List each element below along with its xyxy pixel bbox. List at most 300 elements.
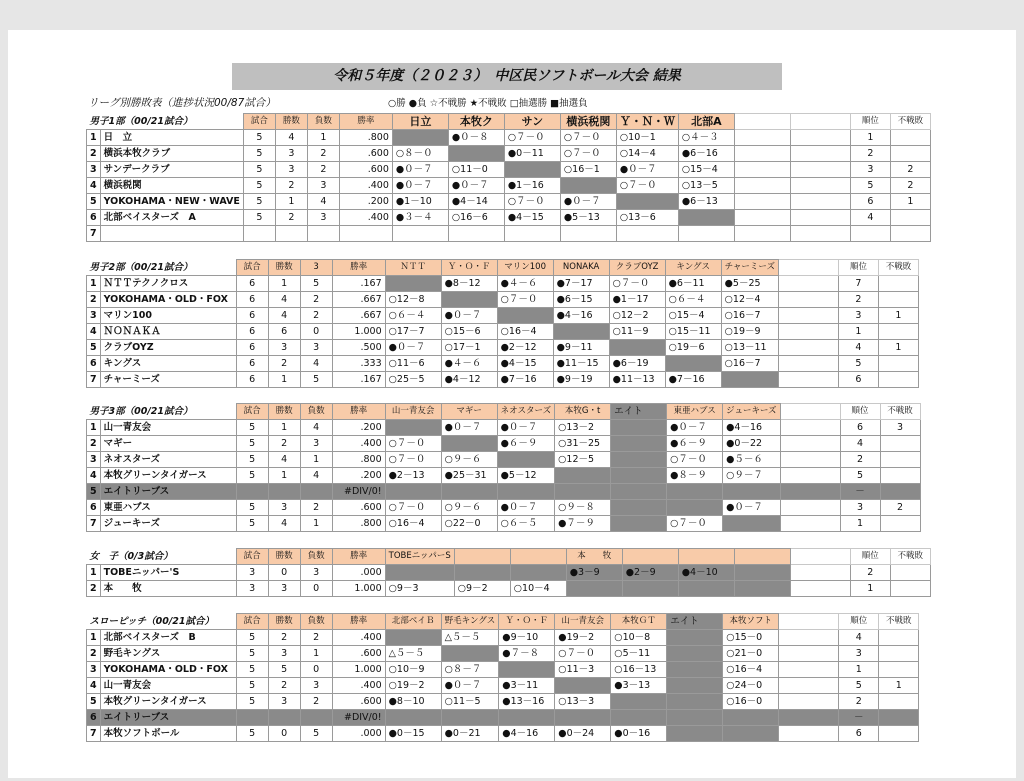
team-number: 7: [87, 372, 101, 388]
team-number: 5: [87, 194, 101, 210]
match-result: ●５－６: [723, 452, 780, 468]
team-rank: 6: [840, 420, 880, 436]
spacer-cell: [779, 646, 839, 662]
losses: 3: [300, 565, 332, 581]
match-result: ○12－2: [609, 308, 665, 324]
wins: 3: [275, 146, 307, 162]
team-number: 1: [87, 420, 101, 436]
spacer-cell: [780, 420, 840, 436]
match-result: ●０－７: [497, 500, 555, 516]
match-result: ○16－7: [721, 308, 778, 324]
win-rate: .333: [332, 356, 385, 372]
match-result: [510, 565, 566, 581]
team-number: 2: [87, 581, 101, 597]
team-name: マリン100: [100, 308, 236, 324]
match-result: [678, 210, 734, 226]
team-name: ネオスターズ: [100, 452, 236, 468]
games-played: 6: [236, 276, 268, 292]
stat-header: 試合: [236, 260, 268, 276]
match-result: [723, 516, 780, 532]
match-result: [609, 340, 665, 356]
match-result: [553, 324, 609, 340]
match-result: [385, 276, 441, 292]
match-result: ●1－16: [504, 178, 560, 194]
match-result: [441, 710, 499, 726]
team-name: キングス: [100, 356, 236, 372]
team-forfeits: [890, 130, 930, 146]
losses: 5: [300, 372, 332, 388]
win-rate: .600: [332, 500, 385, 516]
team-forfeits: [878, 372, 918, 388]
match-result: [667, 484, 723, 500]
opponent-header: ＮＴＴ: [385, 260, 441, 276]
league-table: [86, 613, 919, 742]
match-result: ○６－４: [385, 308, 441, 324]
opponent-header: キングス: [665, 260, 721, 276]
match-result: [721, 372, 778, 388]
spacer-cell: [780, 484, 840, 500]
team-rank: 1: [850, 130, 890, 146]
team-forfeits: [879, 662, 919, 678]
team-rank: 5: [840, 468, 880, 484]
match-result: ○15－0: [723, 630, 779, 646]
match-result: ○15－4: [665, 308, 721, 324]
team-forfeits: [890, 146, 930, 162]
match-result: ○16－1: [560, 162, 616, 178]
match-result: ●13－16: [499, 694, 555, 710]
match-result: ○12－4: [721, 292, 778, 308]
team-number: 4: [87, 178, 101, 194]
games-played: 5: [243, 178, 275, 194]
match-result: ●0－24: [555, 726, 611, 742]
team-name: 山一青友会: [100, 420, 236, 436]
games-played: 6: [236, 292, 268, 308]
team-forfeits: [879, 694, 919, 710]
team-number: 3: [87, 162, 101, 178]
match-result: ○11－9: [609, 324, 665, 340]
team-row: [87, 292, 919, 308]
stat-header: 勝数: [268, 260, 300, 276]
match-result: ○22－0: [441, 516, 497, 532]
games-played: 5: [236, 468, 268, 484]
win-rate: .800: [332, 452, 385, 468]
stat-header: 負数: [307, 114, 339, 130]
spacer-cell: [779, 630, 839, 646]
match-result: [611, 500, 667, 516]
team-number: 2: [87, 646, 101, 662]
team-rank: 5: [839, 678, 879, 694]
match-result: ●5－25: [721, 276, 778, 292]
wins: 1: [268, 276, 300, 292]
match-result: [385, 630, 441, 646]
wins: [268, 710, 300, 726]
match-result: ●４－６: [441, 356, 497, 372]
match-result: ○16－13: [611, 662, 667, 678]
wins: 5: [268, 662, 300, 678]
match-result: ●０－７: [723, 500, 780, 516]
match-result: [385, 710, 441, 726]
match-result: ○７－０: [385, 452, 441, 468]
team-name: 北部ベイスターズ A: [100, 210, 243, 226]
team-number: 6: [87, 356, 101, 372]
header-row: [87, 614, 919, 630]
match-result: ○19－9: [721, 324, 778, 340]
match-result: [723, 710, 779, 726]
rank-header: 順位: [839, 614, 879, 630]
team-rank: 5: [850, 178, 890, 194]
win-rate: .800: [332, 516, 385, 532]
match-result: △５－５: [441, 630, 499, 646]
team-row: [87, 500, 921, 516]
match-result: [385, 484, 441, 500]
match-result: [734, 146, 790, 162]
win-rate: .600: [339, 162, 392, 178]
losses: 2: [300, 694, 332, 710]
team-rank: 6: [839, 726, 879, 742]
opponent-header: 本牧ソフト: [723, 614, 779, 630]
team-rank: 1: [838, 324, 878, 340]
stat-header: 負数: [300, 614, 332, 630]
match-result: ●６－９: [667, 436, 723, 452]
spacer-cell: [790, 130, 850, 146]
opponent-header: [622, 549, 678, 565]
spacer-cell: [780, 516, 840, 532]
team-rank: 3: [840, 500, 880, 516]
team-number: 7: [87, 726, 101, 742]
match-result: ○９－７: [723, 468, 780, 484]
match-result: [441, 436, 497, 452]
match-result: [611, 694, 667, 710]
wins: 4: [268, 292, 300, 308]
match-result: ○９－６: [441, 452, 497, 468]
team-row: [87, 484, 921, 500]
win-rate: [339, 226, 392, 242]
opponent-header: 北部A: [678, 114, 734, 130]
team-rank: 1: [839, 662, 879, 678]
team-name: 本 牧: [100, 581, 236, 597]
team-number: 7: [87, 516, 101, 532]
opponent-header: Ｙ・Ｏ・Ｆ: [441, 260, 497, 276]
team-number: 4: [87, 324, 101, 340]
team-rank: 3: [839, 646, 879, 662]
match-result: ○17－1: [441, 340, 497, 356]
match-result: [734, 226, 790, 242]
match-result: ●０－７: [560, 194, 616, 210]
team-number: 3: [87, 452, 101, 468]
team-row: [87, 516, 921, 532]
team-forfeits: [880, 452, 920, 468]
match-result: ○16－4: [723, 662, 779, 678]
team-forfeits: [879, 646, 919, 662]
league-men-1: [86, 113, 931, 242]
match-result: [622, 581, 678, 597]
match-result: ●０－７: [497, 420, 555, 436]
wins: 2: [268, 436, 300, 452]
games-played: 5: [236, 662, 268, 678]
spacer-cell: [778, 340, 838, 356]
subtitle-line: [88, 95, 788, 111]
wins: 3: [268, 581, 300, 597]
match-result: ○16－4: [385, 516, 441, 532]
match-result: [454, 565, 510, 581]
match-result: ○16－7: [721, 356, 778, 372]
wins: 0: [268, 565, 300, 581]
win-rate: .400: [332, 436, 385, 452]
losses: 0: [300, 662, 332, 678]
match-result: ○７－０: [560, 146, 616, 162]
match-result: ●5－13: [560, 210, 616, 226]
team-row: [87, 565, 931, 581]
match-result: ●3－9: [566, 565, 622, 581]
team-forfeits: [878, 356, 918, 372]
match-result: [616, 194, 678, 210]
progress-subtitle: リーグ別勝敗表（進捗状況00/87試合）: [88, 97, 276, 109]
match-result: [448, 226, 504, 242]
team-rank: 2: [840, 452, 880, 468]
match-result: [678, 226, 734, 242]
opponent-header: 北部ベイＢ: [385, 614, 441, 630]
stat-header: 3: [300, 260, 332, 276]
team-row: [87, 662, 919, 678]
match-result: [734, 210, 790, 226]
losses: 2: [300, 292, 332, 308]
match-result: ○13－3: [555, 694, 611, 710]
rank-header: 順位: [850, 549, 890, 565]
match-result: [611, 420, 667, 436]
opponent-header: 本牧G・t: [555, 404, 611, 420]
team-row: [87, 694, 919, 710]
losses: [300, 484, 332, 500]
league-slowpitch: [86, 613, 919, 742]
match-result: ●0－16: [611, 726, 667, 742]
team-name: 本牧グリーンタイガース: [100, 468, 236, 484]
team-name: YOKOHAMA・OLD・FOX: [100, 292, 236, 308]
team-row: [87, 372, 919, 388]
match-result: [555, 468, 611, 484]
wins: 6: [268, 324, 300, 340]
games-played: 5: [243, 146, 275, 162]
match-result: [555, 710, 611, 726]
win-rate: 1.000: [332, 581, 385, 597]
team-name: ＮＯＮＡＫＡ: [100, 324, 236, 340]
stat-header: 負数: [300, 549, 332, 565]
team-row: [87, 146, 931, 162]
spacer-cell: [779, 710, 839, 726]
wins: 3: [268, 646, 300, 662]
match-result: [611, 710, 667, 726]
match-result: ○9－2: [454, 581, 510, 597]
team-row: [87, 340, 919, 356]
header-row: [87, 549, 931, 565]
match-result: [611, 436, 667, 452]
opponent-header: 本牧ク: [448, 114, 504, 130]
win-rate: .200: [332, 468, 385, 484]
stat-header: 勝率: [332, 260, 385, 276]
match-result: ○12－8: [385, 292, 441, 308]
league-table: [86, 259, 919, 388]
match-result: ●5－12: [497, 468, 555, 484]
forfeit-header: 不戦敗: [890, 549, 930, 565]
match-result: [385, 565, 454, 581]
team-row: [87, 226, 931, 242]
match-result: [734, 194, 790, 210]
match-result: [392, 130, 448, 146]
match-result: ○10－4: [510, 581, 566, 597]
team-number: 2: [87, 436, 101, 452]
wins: 1: [268, 468, 300, 484]
match-result: ●０－７: [441, 678, 499, 694]
wins: 2: [275, 210, 307, 226]
match-result: ○７－０: [609, 276, 665, 292]
match-result: [499, 662, 555, 678]
team-name: 東亜ハブス: [100, 500, 236, 516]
stat-header: 勝率: [332, 614, 385, 630]
match-result: [555, 678, 611, 694]
spacer-cell: [790, 162, 850, 178]
win-rate: .667: [332, 308, 385, 324]
opponent-header: サン: [504, 114, 560, 130]
spacer-cell: [790, 146, 850, 162]
match-result: ●4－10: [678, 565, 734, 581]
opponent-header: マリン100: [497, 260, 553, 276]
match-result: ○７－０: [616, 178, 678, 194]
spacer-cell: [790, 194, 850, 210]
losses: 4: [300, 356, 332, 372]
match-result: [441, 646, 499, 662]
match-result: [497, 308, 553, 324]
opponent-header: [454, 549, 510, 565]
spacer-cell: [778, 308, 838, 324]
team-name: YOKOHAMA・OLD・FOX: [100, 662, 236, 678]
losses: 5: [300, 276, 332, 292]
team-row: [87, 678, 919, 694]
league-men-3: [86, 403, 921, 532]
match-result: ○19－2: [385, 678, 441, 694]
opponent-header: [734, 549, 790, 565]
team-name: サンデークラブ: [100, 162, 243, 178]
match-result: ●9－11: [553, 340, 609, 356]
losses: 3: [300, 436, 332, 452]
match-result: ○７－０: [504, 194, 560, 210]
opponent-header: 日立: [392, 114, 448, 130]
team-number: 6: [87, 710, 101, 726]
spacer-cell: [790, 581, 850, 597]
match-result: [504, 162, 560, 178]
losses: 2: [300, 500, 332, 516]
team-row: [87, 726, 919, 742]
team-forfeits: [879, 630, 919, 646]
match-result: ●9－10: [499, 630, 555, 646]
match-result: △５－５: [385, 646, 441, 662]
rank-header: 順位: [840, 404, 880, 420]
team-forfeits: [890, 565, 930, 581]
match-result: ●1－10: [392, 194, 448, 210]
match-result: [734, 162, 790, 178]
match-result: ○14－4: [616, 146, 678, 162]
spacer-cell: [790, 210, 850, 226]
match-result: [611, 452, 667, 468]
spacer-cell: [780, 500, 840, 516]
team-rank: 2: [839, 694, 879, 710]
win-rate: .400: [339, 178, 392, 194]
spacer-cell: [790, 549, 850, 565]
match-result: ○９－６: [441, 500, 497, 516]
spacer-cell: [779, 662, 839, 678]
forfeit-header: 不戦敗: [878, 260, 918, 276]
team-row: [87, 452, 921, 468]
win-rate: .400: [332, 630, 385, 646]
team-forfeits: [890, 581, 930, 597]
team-number: 3: [87, 662, 101, 678]
games-played: 3: [236, 565, 268, 581]
team-name: 本牧グリーンタイガース: [100, 694, 236, 710]
match-result: ○７－０: [385, 436, 441, 452]
opponent-header: ネオスターズ: [497, 404, 555, 420]
match-result: ○11－6: [385, 356, 441, 372]
stat-header: 負数: [300, 404, 332, 420]
wins: 2: [275, 178, 307, 194]
games-played: 6: [236, 308, 268, 324]
team-row: [87, 436, 921, 452]
match-result: [392, 226, 448, 242]
match-result: ○16－4: [497, 324, 553, 340]
team-forfeits: [879, 710, 919, 726]
team-forfeits: [878, 324, 918, 340]
league-title: 男子1部（00/21試合）: [87, 114, 244, 130]
team-name: マギー: [100, 436, 236, 452]
team-number: 1: [87, 276, 101, 292]
match-result: [678, 581, 734, 597]
wins: 4: [268, 516, 300, 532]
match-result: ○17－7: [385, 324, 441, 340]
match-result: ●11－15: [553, 356, 609, 372]
spacer-cell: [778, 324, 838, 340]
match-result: ●8－10: [385, 694, 441, 710]
team-number: 6: [87, 500, 101, 516]
games-played: [236, 484, 268, 500]
team-rank: 2: [850, 146, 890, 162]
match-result: ●０－７: [385, 340, 441, 356]
team-name: 横浜税関: [100, 178, 243, 194]
opponent-header: Ｙ・Ｏ・Ｆ: [499, 614, 555, 630]
losses: 0: [300, 581, 332, 597]
opponent-header: 野毛キングス: [441, 614, 499, 630]
games-played: 5: [236, 630, 268, 646]
win-rate: 1.000: [332, 324, 385, 340]
wins: 4: [268, 452, 300, 468]
match-result: ○７－０: [555, 646, 611, 662]
wins: 3: [268, 340, 300, 356]
opponent-header: チャーミーズ: [721, 260, 778, 276]
match-result: ○６－４: [665, 292, 721, 308]
match-result: ○10－1: [616, 130, 678, 146]
match-result: ●4－14: [448, 194, 504, 210]
match-result: ●4－16: [723, 420, 780, 436]
win-rate: .200: [332, 420, 385, 436]
match-result: ●0－22: [723, 436, 780, 452]
header-row: [87, 260, 919, 276]
games-played: 5: [243, 194, 275, 210]
match-result: ●０－７: [667, 420, 723, 436]
stat-header: 勝数: [268, 549, 300, 565]
match-result: [499, 710, 555, 726]
team-forfeits: 2: [890, 162, 930, 178]
match-result: ●4－16: [499, 726, 555, 742]
opponent-header: 本牧ＧＴ: [611, 614, 667, 630]
games-played: 5: [243, 130, 275, 146]
match-result: ●1－17: [609, 292, 665, 308]
match-result: [734, 130, 790, 146]
